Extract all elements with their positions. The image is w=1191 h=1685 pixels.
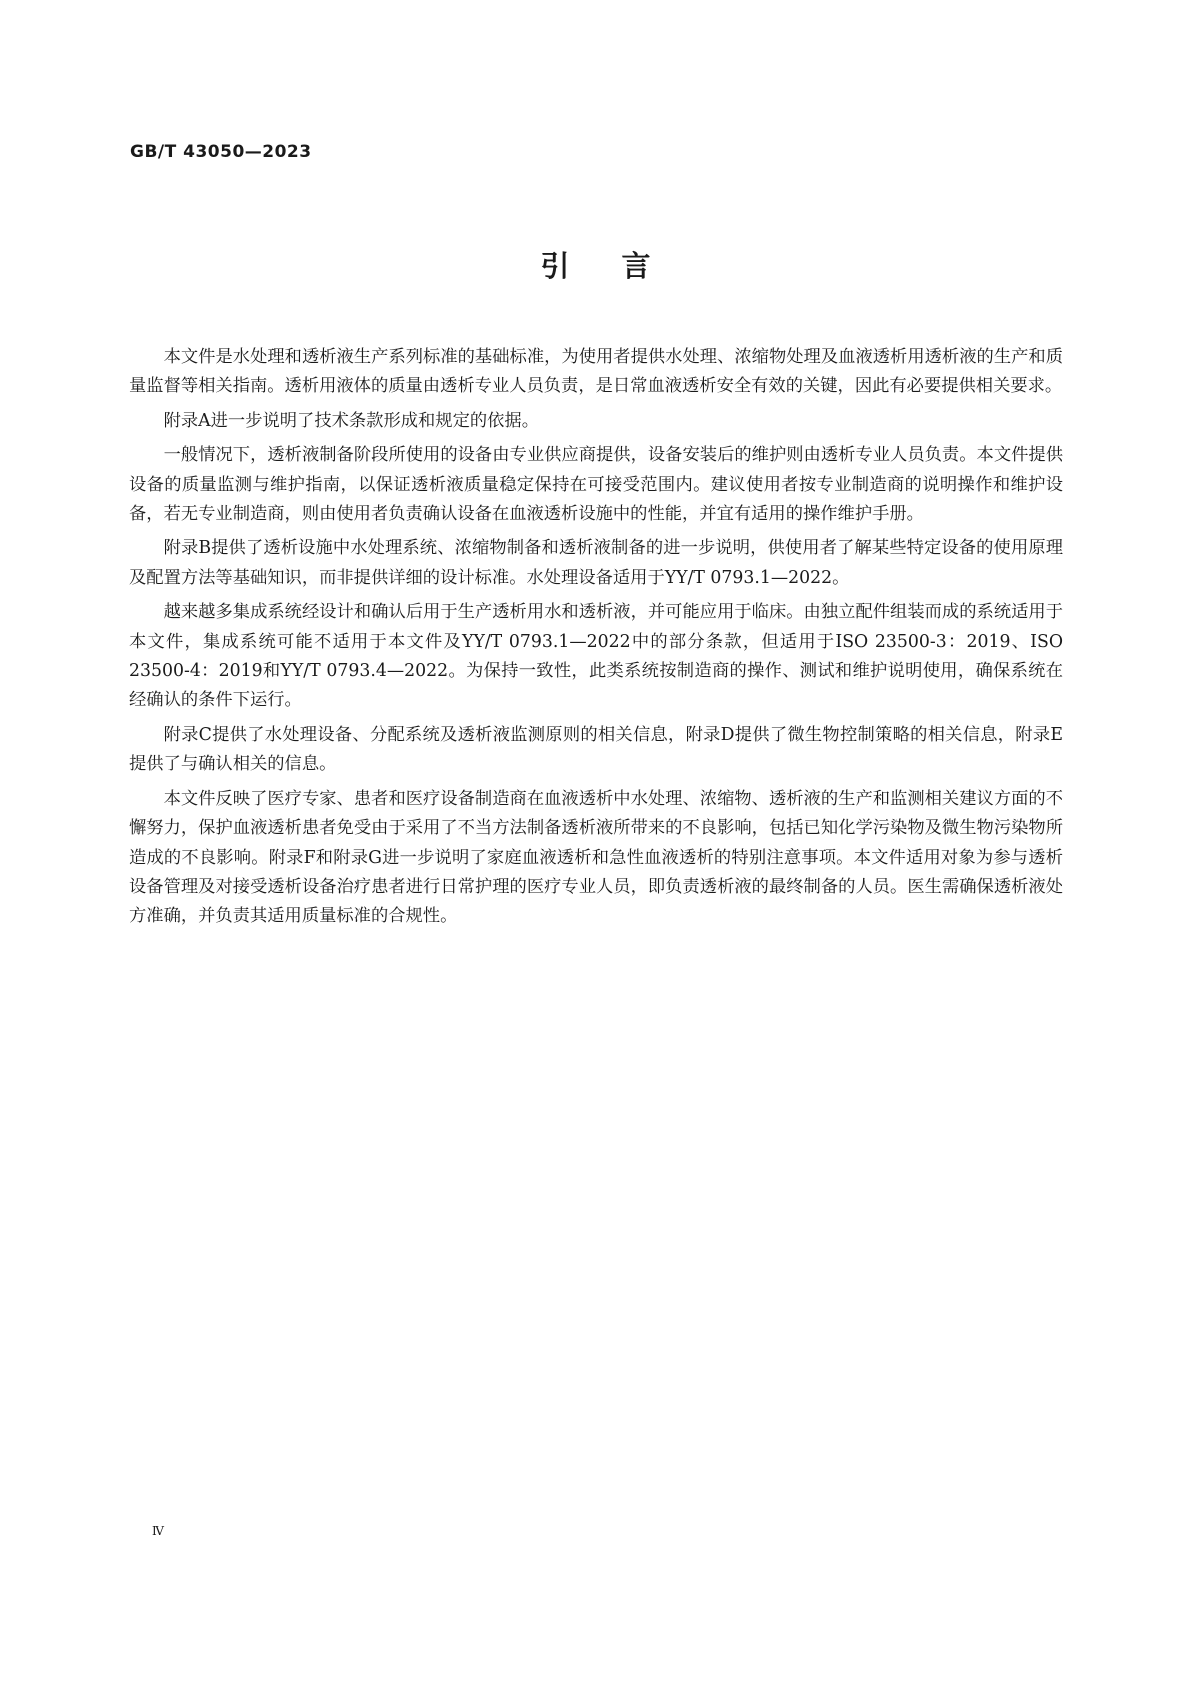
- paragraph-5: 越来越多集成系统经设计和确认后用于生产透析用水和透析液，并可能应用于临床。由独立配件组装而成的系统适用于本文件，集成系统可能不适用于本文件及YY/T 0793.1—2022中的部分条款，但适用于ISO 23500-3：2019、ISO 23500-4：2019和YY/T 0793.4—2022。为保持一致性，此类系统按制造商的操作、测试和维护说明使用，确保系统在经确认的条件下运行。: [129, 602, 1063, 711]
- standard-code: GB/T 43050—2023: [130, 142, 312, 162]
- paragraph-7: 本文件反映了医疗专家、患者和医疗设备制造商在血液透析中水处理、浓缩物、透析液的生产和监测相关建议方面的不懈努力，保护血液透析患者免受由于采用了不当方法制备透析液所带来的不良影响，包括已知化学污染物及微生物污染物所造成的不良影响。附录F和附录G进一步说明了家庭血液透析和急性血液透析的特别注意事项。本文件适用对象为参与透析设备管理及对接受透析设备治疗患者进行日常护理的医疗专业人员，即负责透析液的最终制备的人员。医生需确保透析液处方准确，并负责其适用质量标准的合规性。: [129, 788, 1063, 927]
- paragraph-3: 一般情况下，透析液制备阶段所使用的设备由专业供应商提供，设备安装后的维护则由透析专业人员负责。本文件提供设备的质量监测与维护指南，以保证透析液质量稳定保持在可接受范围内。建议使用者按专业制造商的说明操作和维护设备，若无专业制造商，则由使用者负责确认设备在血液透析设施中的性能，并宜有适用的操作维护手册。: [129, 445, 1063, 525]
- introduction-body: [129, 343, 1063, 937]
- page-number: Ⅳ: [152, 1524, 164, 1538]
- section-title: 引言: [540, 249, 703, 283]
- paragraph-1: 本文件是水处理和透析液生产系列标准的基础标准，为使用者提供水处理、浓缩物处理及血液透析用透析液的生产和质量监督等相关指南。透析用液体的质量由透析专业人员负责，是日常血液透析安全有效的关键，因此有必要提供相关要求。: [129, 347, 1063, 397]
- paragraph-2: 附录A进一步说明了技术条款形成和规定的依据。: [163, 410, 539, 431]
- paragraph-6: 附录C提供了水处理设备、分配系统及透析液监测原则的相关信息，附录D提供了微生物控制策略的相关信息，附录E提供了与确认相关的信息。: [129, 724, 1063, 775]
- paragraph-4: 附录B提供了透析设施中水处理系统、浓缩物制备和透析液制备的进一步说明，供使用者了解某些特定设备的使用原理及配置方法等基础知识，而非提供详细的设计标准。水处理设备适用于YY/T 0793.1—2022。: [129, 538, 1063, 588]
